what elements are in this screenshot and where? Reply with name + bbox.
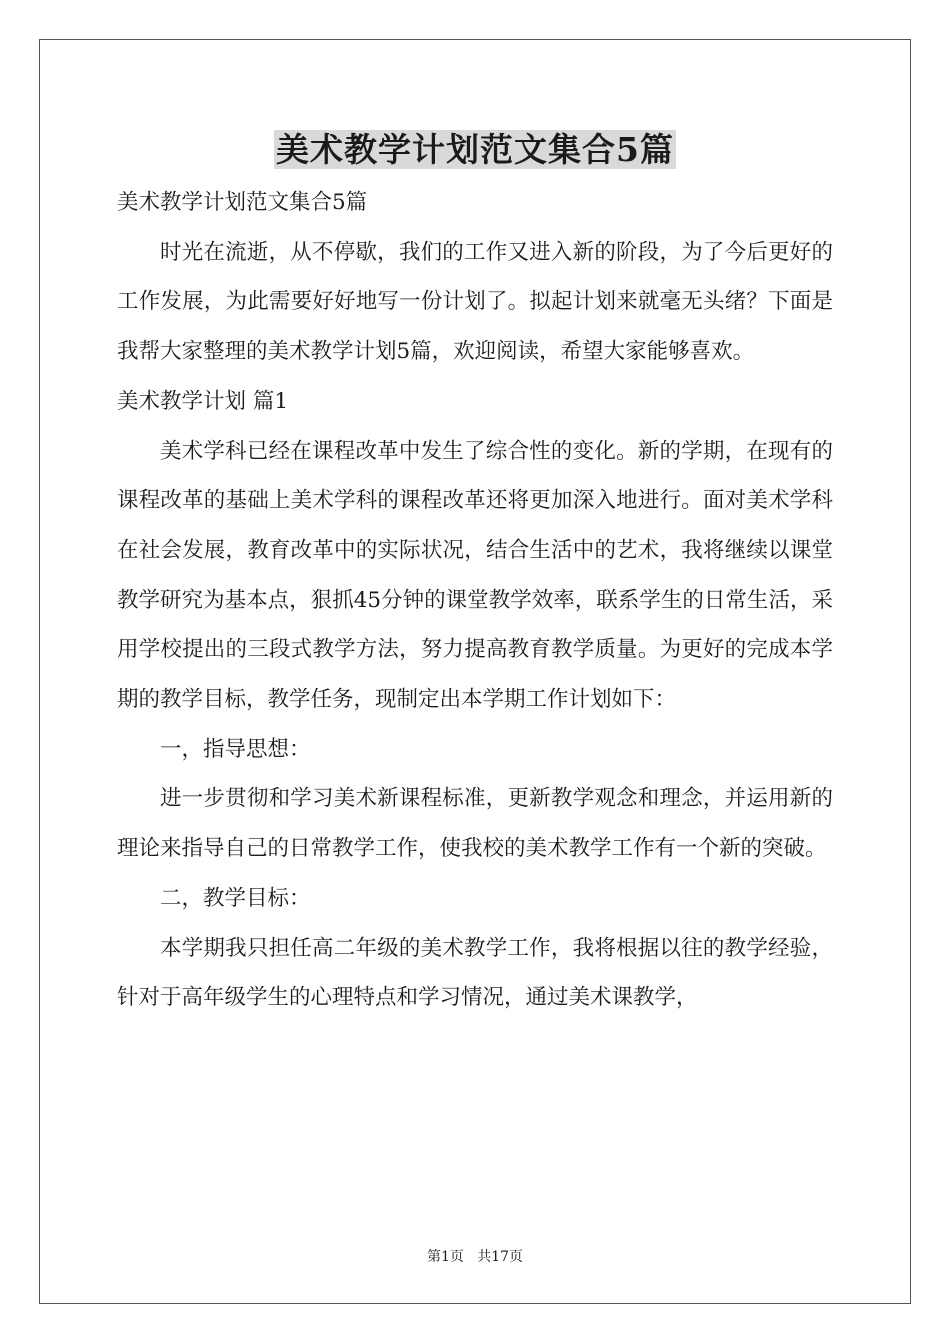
section-heading-plan-1: 美术教学计划 篇1 — [117, 388, 289, 414]
document-subtitle: 美术教学计划范文集合5篇 — [117, 190, 368, 215]
page-footer: 第1页 共17页 — [426, 1249, 524, 1265]
plan-1-paragraph: 美术学科已经在课程改革中发生了综合性的变化。新的学期，在现有的课程改革的基础上美术学科的课程改革还将更加深入地进行。面对美术学科在社会发展，教育改革中的实际状况，结合生活中的艺术，我将继续以课堂教学研究为基本点，狠抓45分钟的课堂教学效率，联系学生的日常生活，采用学校提出的三段式教学方法，努力提高教育教学质量。为更好的完成本学期的教学目标，教学任务，现制定出本学期工作计划如下： — [117, 438, 833, 713]
guiding-ideology-paragraph: 进一步贯彻和学习美术新课程标准，更新教学观念和理念，并运用新的理论来指导自己的日常教学工作，使我校的美术教学工作有一个新的突破。 — [117, 786, 833, 862]
heading-teaching-goals: 二，教学目标： — [160, 885, 311, 911]
teaching-goals-paragraph: 本学期我只担任高二年级的美术教学工作，我将根据以往的教学经验，针对于高年级学生的心理特点和学习情况，通过美术课教学， — [117, 935, 833, 1011]
document-title — [0, 126, 950, 174]
document-body — [117, 178, 833, 1023]
intro-paragraph: 时光在流逝，从不停歇，我们的工作又进入新的阶段，为了今后更好的工作发展，为此需要好好地写一份计划了。拟起计划来就毫无头绪？下面是我帮大家整理的美术教学计划5篇，欢迎阅读，希望大家能够喜欢。 — [117, 239, 833, 365]
heading-guiding-ideology: 一，指导思想： — [160, 736, 311, 762]
document-title-text: 美术教学计划范文集合5篇 — [276, 130, 674, 169]
